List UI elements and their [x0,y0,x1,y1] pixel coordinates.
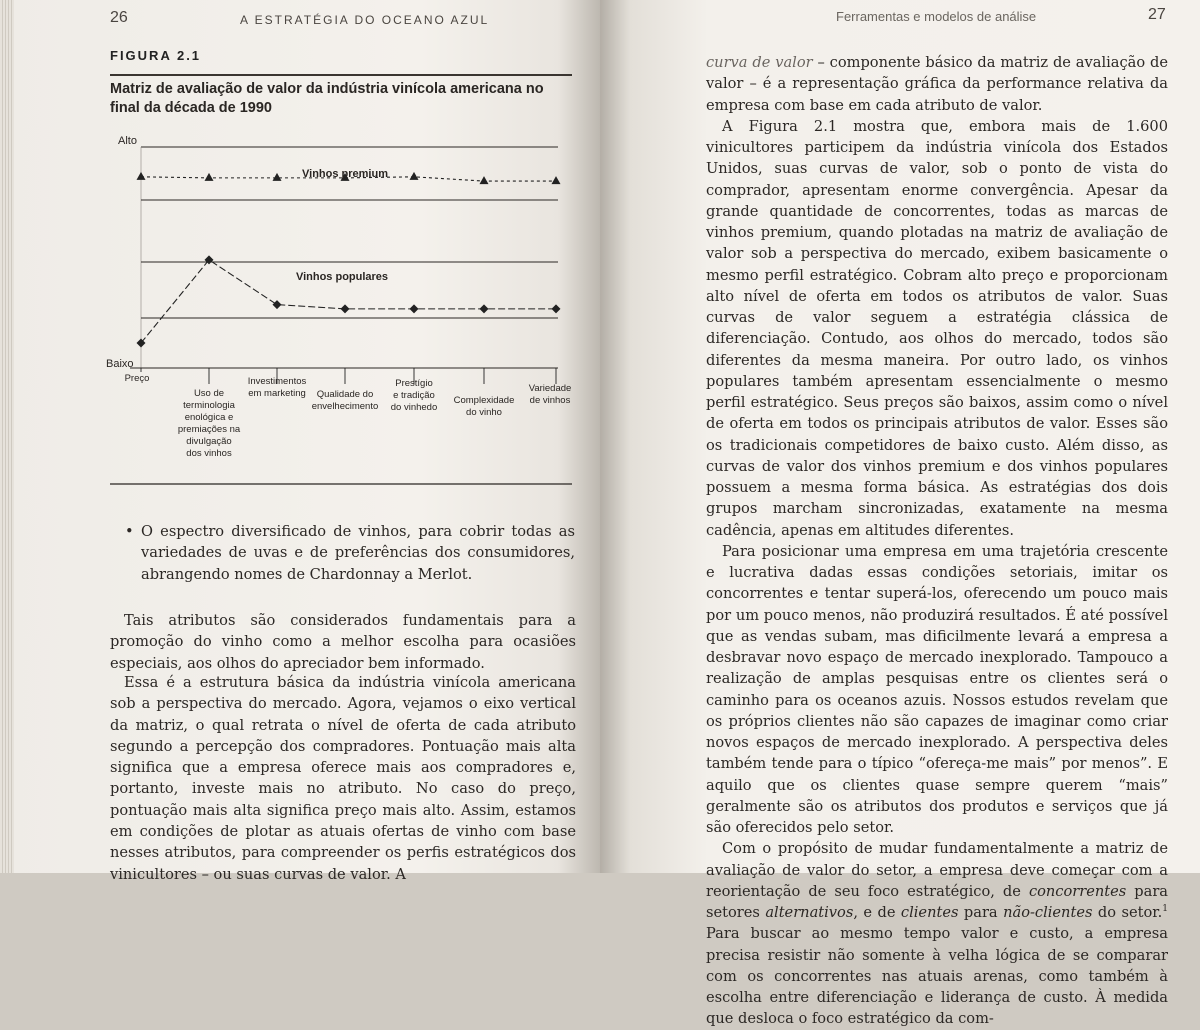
paragraph-segment: – componente básico da matriz de avaliação de valor – é a representação gráfica da performance relativa da empresa com base em cada atributo de valor. [706,54,1168,114]
paragraph-segment: do setor. [1092,904,1163,921]
figure-label: FIGURA 2.1 [110,48,202,63]
data-point-triangle [205,173,214,181]
data-point-triangle [480,176,489,184]
data-point-diamond [552,304,561,313]
x-tick-label: Preço [124,373,150,384]
series-label: Vinhos populares [295,271,389,283]
paragraph-text [706,838,1168,1029]
bullet-dot: • [125,523,134,540]
value-curve-chart [0,0,600,500]
paragraph-segment: Para buscar ao mesmo tempo valor e custo, a empresa precisa resistir não somente à velha lógica de se comparar com os concorrentes nas atuais arenas, como também à escolha entre diferenciação e liderança de custo. À medida que desloca o foco estratégico da com- [706,925,1168,1028]
running-head-right: Ferramentas e modelos de análise [836,9,1037,24]
data-point-triangle [273,173,282,181]
x-tick-label: Complexidade do vinho [453,395,515,418]
italic-term: curva de valor [706,54,813,71]
x-tick-label: Investimentos em marketing [247,376,307,399]
series-label: Vinhos premium [302,168,388,180]
right-page-text [706,52,1168,1030]
paragraph-text: Para posicionar uma empresa em uma trajetória crescente e lucrativa dadas essas condições setoriais, imitar os concorrentes e tentar superá-los, oferecendo um pouco mais por um pouco menos, não produzirá resultados. É até possível que as vendas subam, mas dificilmente levará a empresa a desbravar novo espaço de mercado inexplorado. Tampouco a realização de amplas pesquisas entre os clientes será o caminho para os oceanos azuis. Nossos estudos revelam que os próprios clientes não são capazes de imaginar como criar novos espaços de mercado inexplorado. A perspectiva deles também tende para o típico “ofereça-me mais” por menos”. E aquilo que os clientes quase sempre querem “mais” geralmente são os atributos dos produtos e serviços que já são oferecidos pelo setor. [706,542,1168,836]
x-tick-label: Qualidade do envelhecimento [311,389,379,412]
x-tick-label: Variedade de vinhos [528,383,572,406]
list-item [125,521,575,585]
paragraph-text [706,52,1168,116]
data-point-diamond [480,304,489,313]
data-point-diamond [410,304,419,313]
bullet-text: O espectro diversificado de vinhos, para cobrir todas as variedades de uvas e de preferências dos consumidores, abrangendo nomes de Chardonnay a Merlot. [141,523,575,583]
footnote-marker: 1 [1162,904,1168,915]
data-point-triangle [410,172,419,180]
paragraph-text: Tais atributos são considerados fundamentais para a promoção do vinho como a melhor escolha para ocasiões especiais, aos olhos do apreciador bem informado. [110,612,576,672]
italic-term: alternativos [765,904,854,921]
left-page [0,0,600,883]
italic-term: concorrentes [1028,882,1127,900]
paragraph-text: Essa é a estrutura básica da indústria vinícola americana sob a perspectiva do mercado. Agora, vejamos o eixo vertical da matriz, o qual retrata o nível de oferta de cada atributo segundo a percepção dos compradores. Pontuação mais alta significa que a empresa oferece mais aos compradores e, portanto, investe mais no atributo. No caso do preço, pontuação mais alta significa preço mais alto. Assim, estamos em condições de plotar as atuais ofertas de vinho com base nesses atributos, para compreender os perfis estratégicos dos vinicultores – ou suas curvas de valor. A [110,674,576,883]
x-tick-label: Uso de terminologia enológica e premiações na divulgação dos vinhos [177,388,241,459]
italic-term: não-clientes [1003,904,1093,921]
paragraph-text: A Figura 2.1 mostra que, embora mais de 1.600 vinicultores participem da indústria vinícola dos Estados Unidos, suas curvas de valor, sob o ponto de vista do comprador, apresentam enorme convergência. Apesar da grande quantidade de concorrentes, todas as marcas de vinhos premium, quando plotadas na matriz de avaliação de valor sob a perspectiva do mercado, exibem basicamente o mesmo perfil estratégico. Cobram alto preço e proporcionam alto nível de oferta em todos os atributos de valor. Suas curvas de valor seguem a estratégia clássica de diferenciação. Contudo, aos olhos do mercado, todos são diferentes da mesma maneira. Por outro lado, os vinhos populares também apresentam essencialmente o mesmo perfil estratégico. Seus preços são baixos, assim como o nível de oferta em todos os principais atributos de valor. Esses são os tradicionais competidores de baixo custo. Além disso, as curvas de valor dos vinhos premium e dos vinhos populares possuem a mesma forma básica. As estratégias dos dois grupos marcham sincronizadas, exatamente na mesma cadência, apenas em altitudes diferentes. [706,117,1168,539]
data-point-triangle [552,176,561,184]
running-head-left: A ESTRATÉGIA DO OCEANO AZUL [240,13,490,27]
chart-series [125,168,572,459]
bullet-list [125,521,575,585]
data-point-diamond [273,300,282,309]
body-paragraph [110,672,576,885]
paragraph-segment: para setores [706,882,1169,921]
y-axis-high-label: Alto [118,135,137,147]
figure-title: Matriz de avaliação de valor da indústria vinícola americana no final da década de 1990 [110,81,544,116]
page-number-right: 27 [1148,6,1166,23]
y-axis-low-label: Baixo [106,358,134,370]
x-tick-label: Prestígio e tradição do vinhedo [390,378,438,413]
paragraph-segment: , e de [853,904,901,921]
paragraph-segment: Com o propósito de mudar fundamentalmente a matriz de avaliação de valor do setor, a empresa deve começar com a reorientação de seu foco estratégico, de [706,840,1168,900]
italic-term: clientes [900,904,959,921]
data-point-diamond [341,304,350,313]
body-paragraph [110,610,576,674]
page-number-left: 26 [110,9,128,26]
paragraph-segment: para [958,904,1004,921]
data-point-triangle [137,172,146,180]
